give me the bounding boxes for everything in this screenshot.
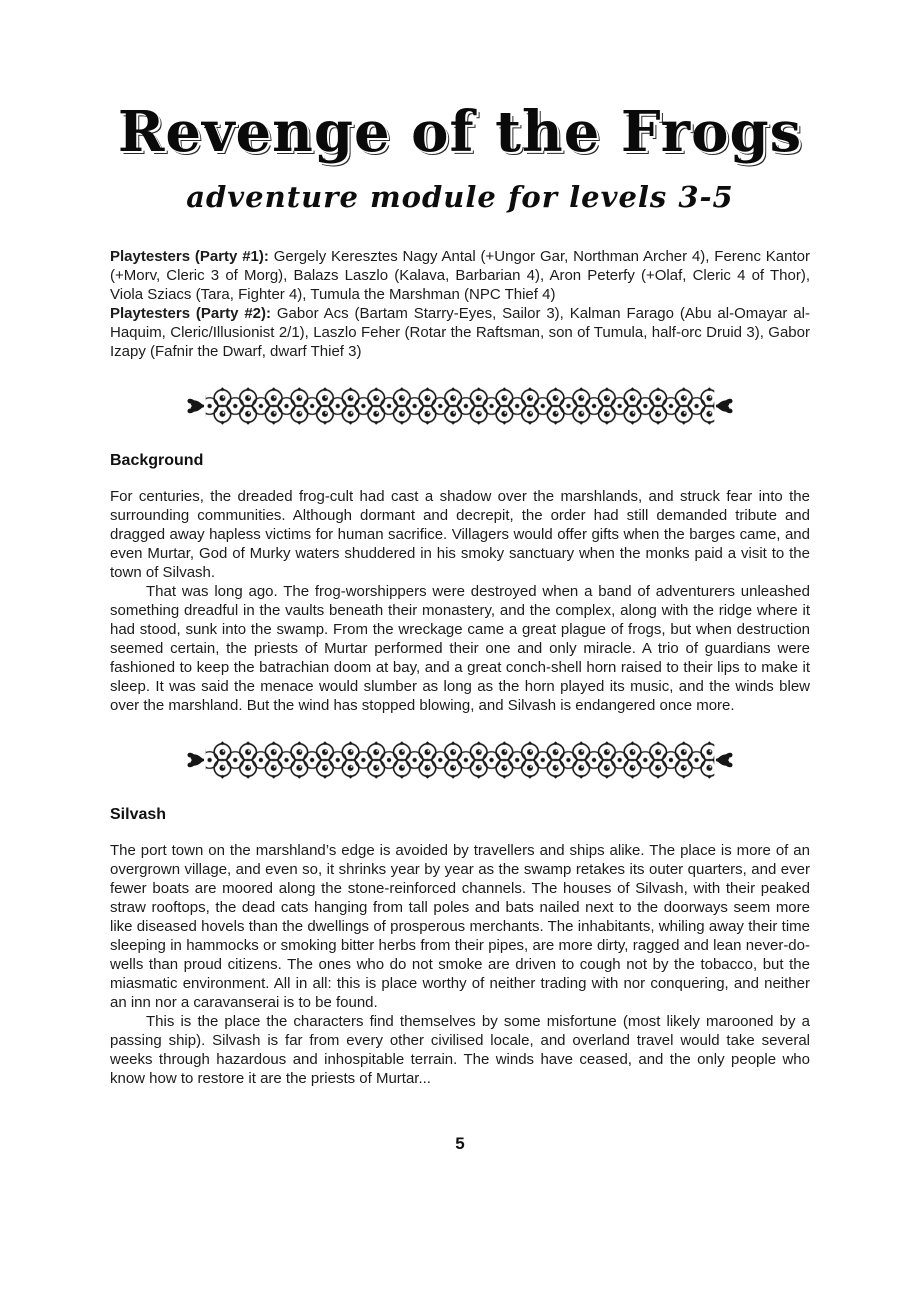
background-paragraph-1: For centuries, the dreaded frog-cult had cast a shadow over the marshlands, and struck fear into the surrounding communities. Although dormant and decrepit, the order had still demanded tribute and dragged away hapless victims for human sacrifice. Villagers would offer gifts when the barges came, and even Murtar, God of Murky waters shuddered in his smoky sanctuary when the monks paid a visit to the town of Silvash. — [110, 488, 810, 582]
background-paragraph-2: That was long ago. The frog-worshippers were destroyed when a band of adventurers unleashed something dreadful in the vaults beneath their monastery, and the complex, along with the ridge where it had stood, sunk into the swamp. From the wreckage came a great plague of frogs, but when destruction seemed certain, the priests of Murtar performed their one and only miracle. A trio of guardians were fashioned to keep the batrachian doom at bay, and a great conch-shell horn raised to their lips to make it sleep. It was said the menace would slumber as long as the horn played its music, and the winds blew over the marshland. But the wind has stopped blowing, and Silvash is endangered once more. — [110, 583, 810, 715]
section-background — [110, 452, 810, 715]
section-silvash — [110, 806, 810, 1088]
section-heading-silvash: Silvash — [110, 806, 167, 824]
page-subtitle: adventure module for levels 3-5 — [186, 179, 734, 214]
playtesters-party-2-label: Playtesters (Party #2): — [110, 305, 271, 323]
page-number: 5 — [455, 1134, 465, 1154]
page-title: Revenge of the Frogs — [117, 99, 803, 165]
playtesters-party-2-text: Gabor Acs (Bartam Starry-Eyes, Sailor 3), Kalman Farago (Abu al-Omayar al-Haquim, Cleric/Illusionist 2/1), Laszlo Feher (Rotar the Raftsman, son of Tumula, half-orc Druid 3), Gabor Izapy (Fafnir the Dwarf, dwarf Thief 3) — [110, 305, 810, 361]
playtesters-party-2 — [110, 304, 810, 361]
playtesters-block — [110, 247, 810, 361]
section-heading-background: Background — [110, 452, 204, 470]
silvash-paragraph-2: This is the place the characters find themselves by some misfortune (most likely marooned by a passing ship). Silvash is far from every other civilised locale, and overland travel would take several weeks through hazardous and inhospitable terrain. The winds have ceased, and the only people who know how to restore it are the priests of Murtar... — [110, 1013, 810, 1088]
playtesters-party-1 — [110, 247, 810, 304]
silvash-paragraph-1: The port town on the marshland’s edge is avoided by travellers and ships alike. The place is more of an overgrown village, and even so, it shrinks year by year as the swamp retakes its outer quarters, and ever fewer boats are moored along the stone-reinforced channels. The houses of Silvash, with their peaked straw rooftops, the dead cats hanging from tall poles and bats nailed next to the doorways seem more like diseased hovels than the dwellings of prosperous merchants. The inhabitants, whiling away their time sleeping in hammocks or smoking bitter herbs from their pipes, are more dirty, ragged and lean never-do-wells than proud citizens. The ones who do not smoke are driven to cough not by the tobacco, but the miasmatic environment. All in all: this is place worthy of neither trading with nor conquering, and neither an inn nor a caravanserai is to be found. — [110, 842, 810, 1012]
ornamental-divider — [184, 387, 736, 425]
ornamental-divider — [184, 741, 736, 779]
playtesters-party-1-label: Playtesters (Party #1): — [110, 248, 269, 266]
playtesters-party-1-text: Gergely Keresztes Nagy Antal (+Ungor Gar, Northman Archer 4), Ferenc Kantor (+Morv, Cleric 3 of Morg), Balazs Laszlo (Kalava, Barbarian 4), Aron Peterfy (+Olaf, Cleric 4 of Thor), Viola Sziacs (Tara, Fighter 4), Tumula the Marshman (NPC Thief 4) — [110, 248, 810, 304]
